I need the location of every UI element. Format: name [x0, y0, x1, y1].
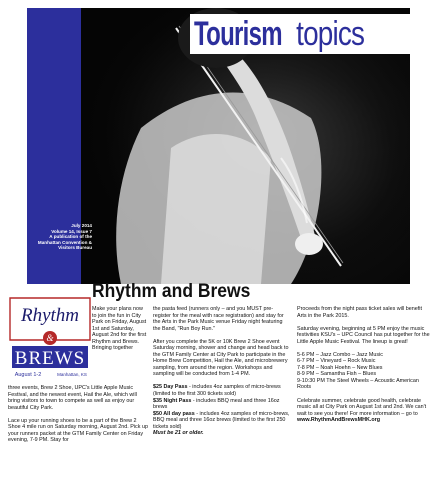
age-note: Must be 21 or older. — [153, 430, 204, 437]
rhythm-and-brews-logo — [8, 296, 92, 380]
issue-publisher: A publication of the Manhattan Convention & Visitors Bureau — [37, 234, 92, 251]
masthead-title — [190, 14, 435, 54]
pass-day: $25 Day Pass - includes 4oz samples of micro-brews (limited to the first 300 tickets sold) — [153, 384, 281, 398]
article-col3-paragraph-2: Saturday evening, beginning at 5 PM enjoy the music festivities KSU's – UPC Council has put together for the Little Apple Music Festival. The lineup is great! — [297, 325, 430, 345]
article-col3-paragraph-1: Proceeds from the night pass ticket sales will benefit Arts in the Park 2015. — [297, 306, 422, 319]
article-col2 — [153, 306, 290, 443]
pass-all-day: $50 All day pass - includes 4oz samples of micro-brews, BBQ meal and three 16oz brews (limited to the first 250 tickets sold) — [153, 410, 290, 430]
schedule-item: 7-8 PM – Noah Hoehn – New Blues — [297, 364, 383, 371]
article-col2-paragraph-2: After you complete the 5K or 10K Brew 2 Shoe event Saturday morning, shower and change and head back to the GTM Family Center at City Park to participate in the Home Brew Competition, Hail the Ale, and microbrewery sampling, from around the region. Workshops and sampling will be conducted from 1-4 PM. — [153, 338, 289, 378]
schedule-item: 9-10:30 PM The Steel Wheels – Acoustic American Roots — [297, 377, 419, 391]
article-col1-paragraph-2: Lace up your running shoes to be a part of the Brew 2 Shoe 4 mile run on Saturday morning, August 2nd. Pick up your runners packet at the GTM Family Center on Friday evening, 7-9 PM. Stay for — [8, 417, 148, 444]
schedule-item: 5-6 PM – Jazz Combo – Jazz Music — [297, 351, 383, 358]
article-col1-continued — [8, 385, 148, 450]
issue-info — [32, 223, 92, 251]
schedule-item: 6-7 PM – Vineyard – Rock Music — [297, 358, 376, 365]
article-col3 — [297, 306, 430, 430]
logo-rhythm: Rhythm — [20, 305, 80, 326]
article-col1-intro: Make your plans now to join the fun in City Park on Friday, August 1st and Saturday, August 2nd for the first Rhythm and Brews. Bringing together — [92, 306, 147, 352]
ticket-passes — [153, 384, 290, 436]
masthead-topics: topics — [296, 15, 365, 53]
pass-night: $35 Night Pass - includes BBQ meal and three 16oz brews — [153, 397, 280, 411]
logo-dates: August 1-2 — [14, 372, 42, 378]
article-col1-cont-paragraph: three events, Brew 2 Shoe, UPC's Little Apple Music Festival, and the newest event, Hail the Ale, which will bring visitors to town to compete as well as enjoy our beautiful City Park. — [8, 385, 137, 411]
issue-volume: Volume 14, Issue 7 — [51, 228, 92, 234]
logo-city: Manhattan, KS — [57, 372, 87, 377]
article-col3-paragraph-3: Celebrate summer, celebrate good health, celebrate music all at City Park on August 1st and 2nd. We can't wait to see you there! For more information – go to www.RhythmAndBrewsMHK.org — [297, 397, 427, 424]
article-title: Rhythm and Brews — [92, 281, 251, 302]
masthead-tourism: Tourism — [194, 15, 282, 53]
issue-date: July 2014 — [71, 223, 92, 228]
article-col2-paragraph-1: the pasta feed (runners only – and you MUST pre-register for the meal with race registration) and stay for the Arts in the Park Music venue Friday night featuring the Band, "Run Boy Run." — [153, 306, 284, 332]
schedule-item: 8-9 PM – Samantha Fish – Blues — [297, 371, 377, 378]
logo-amp: & — [46, 333, 54, 343]
logo-brews: BREWS — [14, 348, 86, 369]
event-website-link[interactable]: www.RhythmAndBrewsMHK.org — [297, 417, 381, 424]
